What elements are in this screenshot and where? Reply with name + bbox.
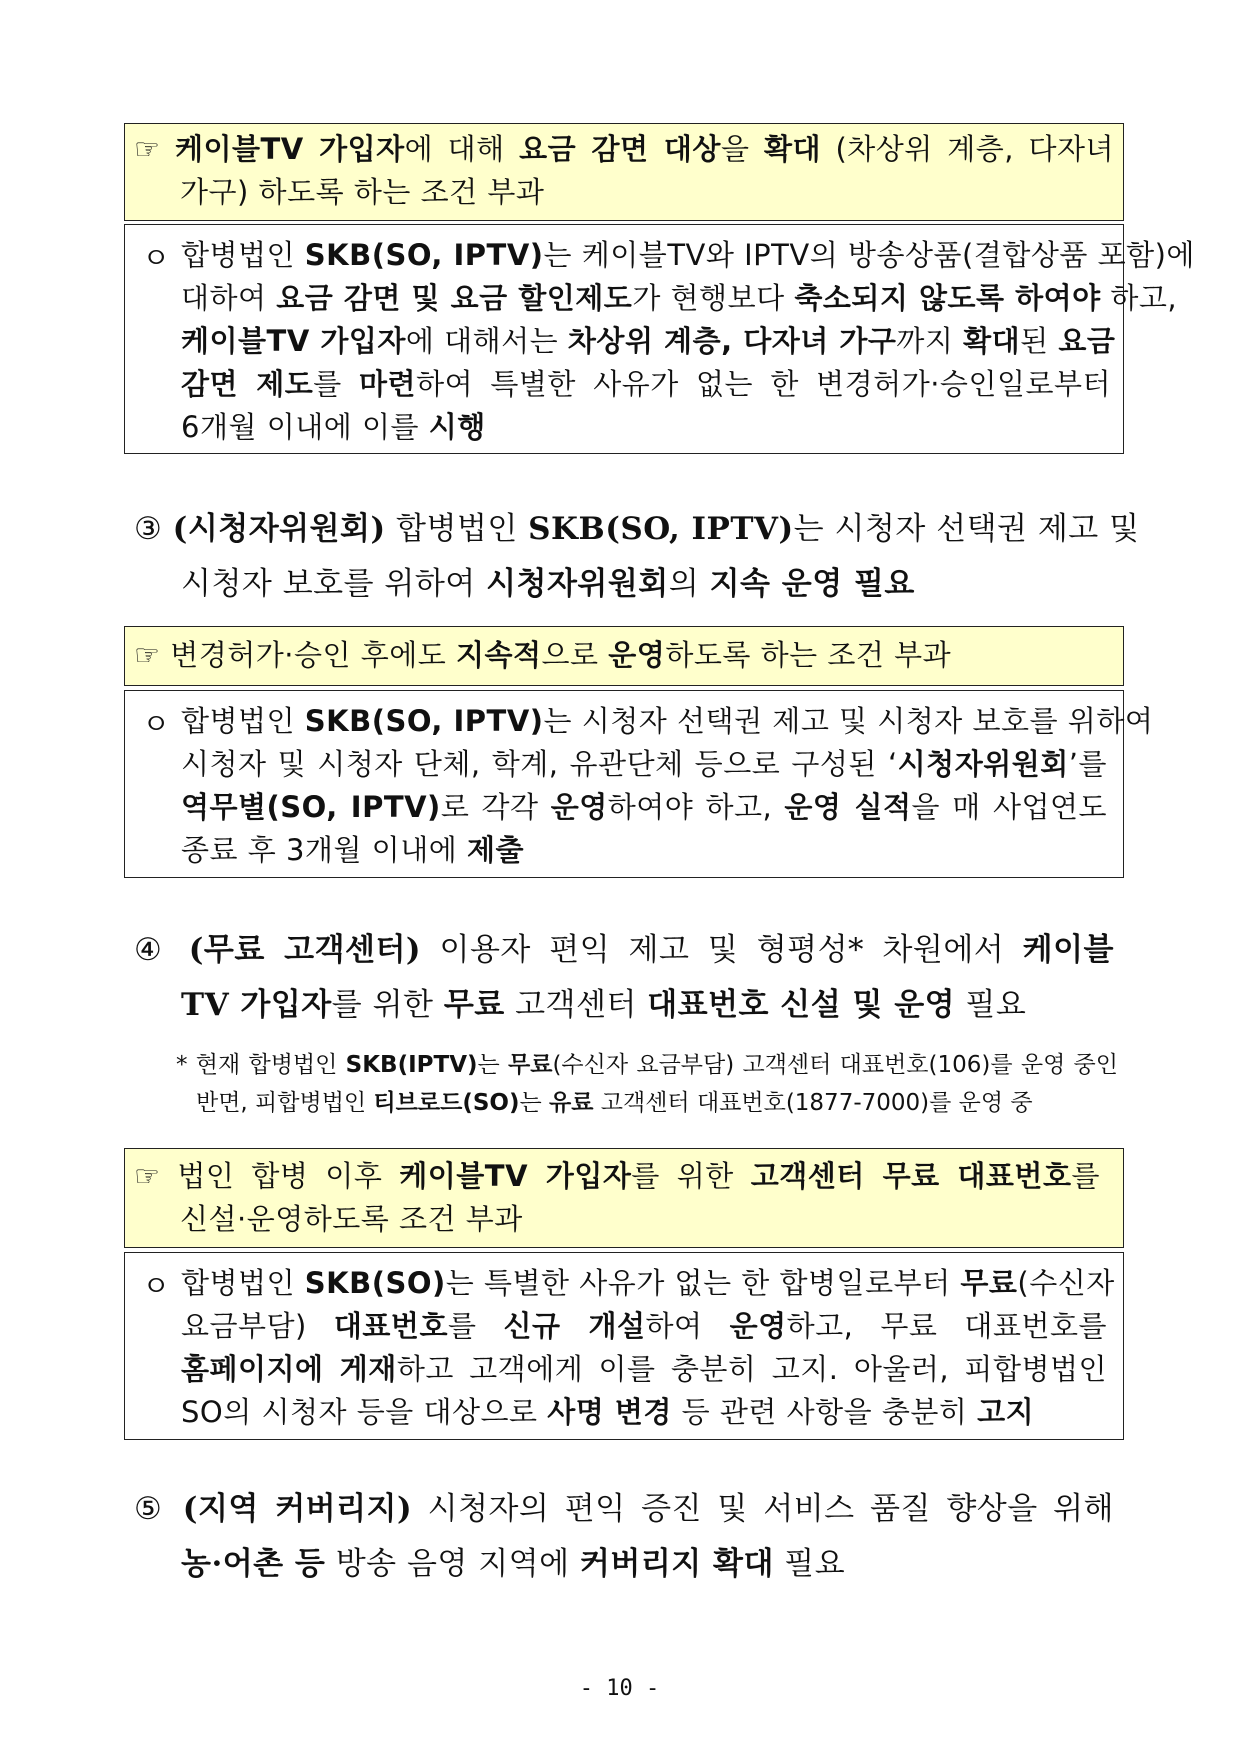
condition-text-1: ☞ 케이블TV 가입자에 대해 요금 감면 대상을 확대 (차상위 계층, 다자녀 가구) 하도록 하는 조건 부과 — [134, 132, 1115, 209]
section-4-heading: ④ (무료 고객센터) 이용자 편익 제고 및 형평성* 차원에서 케이블 TV 가입자를 위한 무료 고객센터 대표번호 신설 및 운영 필요 — [134, 932, 1114, 1023]
page-number: - 10 - — [579, 1676, 660, 1701]
section-3-heading: ③ (시청자위원회) 합병법인 SKB(SO, IPTV)는 시청자 선택권 제고 및 시청자 보호를 위하여 시청자위원회의 지속 운영 필요 — [134, 511, 1140, 602]
condition-text-3: ☞ 법인 합병 이후 케이블TV 가입자를 위한 고객센터 무료 대표번호를 신설·운영하도록 조건 부과 — [134, 1159, 1100, 1236]
detail-text-1: 합병법인 SKB(SO, IPTV)는 케이블TV와 IPTV의 방송상품(결합상품 포함)에 대하여 요금 감면 및 요금 할인제도가 현행보다 축소되지 않도록 하여야 하고, 케이블TV 가입자에 대해서는 차상위 계층, 다자녀 가구까지 확대된 요금 감면 제도를 마련하여 특별한 사유가 없는 한 변경허가·승인일로부터 6개월 이내에 이를 시행 — [181, 238, 1195, 444]
bullet: ㅇ — [142, 1269, 171, 1303]
bullet: ㅇ — [142, 707, 171, 741]
detail-text-3: 합병법인 SKB(SO)는 특별한 사유가 없는 한 합병일로부터 무료(수신자 요금부담) 대표번호를 신규 개설하여 운영하고, 무료 대표번호를 홈페이지에 게재하고 고객에게 이를 충분히 고지. 아울러, 피합병법인 SO의 시청자 등을 대상으로 사명 변경 등 관련 사항을 충분히 고지 — [181, 1266, 1115, 1429]
bullet: ㅇ — [142, 241, 171, 275]
section-5-heading: ⑤ (지역 커버리지) 시청자의 편익 증진 및 서비스 품질 향상을 위해 농·어촌 등 방송 음영 지역에 커버리지 확대 필요 — [134, 1491, 1114, 1582]
detail-text-2: 합병법인 SKB(SO, IPTV)는 시청자 선택권 제고 및 시청자 보호를 위하여 시청자 및 시청자 단체, 학계, 유관단체 등으로 구성된 ‘시청자위원회’를 역무별(SO, IPTV)로 각각 운영하여야 하고, 운영 실적을 매 사업연도 종료 후 3개월 이내에 제출 — [181, 704, 1154, 867]
footnote: * 현재 합병법인 SKB(IPTV)는 무료(수신자 요금부담) 고객센터 대표번호(106)를 운영 중인 반면, 피합병법인 티브로드(SO)는 유료 고객센터 대표번호(1877-7000)를 운영 중 — [176, 1052, 1118, 1116]
condition-text-2: ☞ 변경허가·승인 후에도 지속적으로 운영하도록 하는 조건 부과 — [134, 638, 952, 672]
